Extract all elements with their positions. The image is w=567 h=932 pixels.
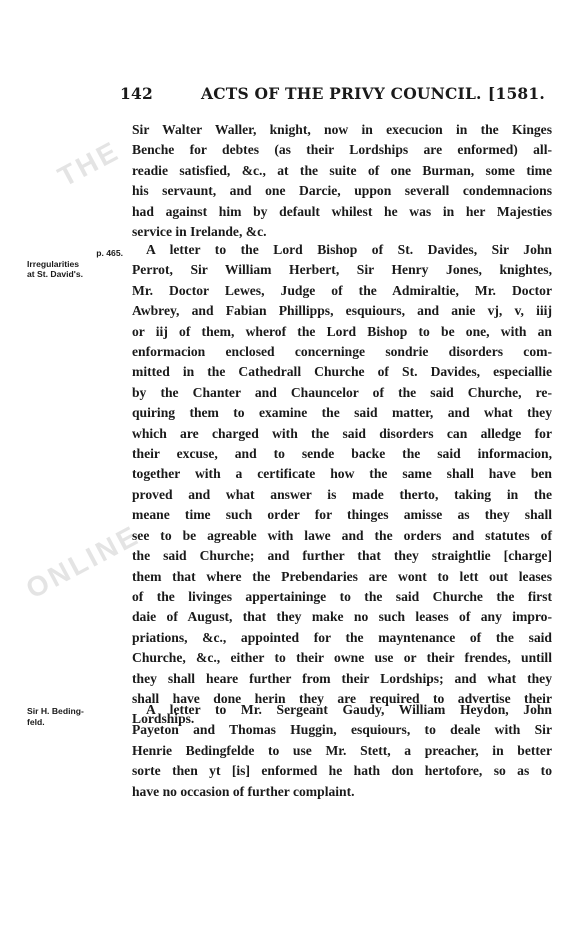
- text-line: their excuse, and to sende backe the said informacion,: [132, 446, 552, 462]
- text-line: Awbrey, and Fabian Phillipps, esquiours, and anie vj, v, iiij: [132, 303, 552, 319]
- text-line: they shall heare further from their Lordships; and what they: [132, 670, 552, 686]
- header-year: [1581.: [487, 84, 545, 103]
- text-line: his servaunt, and one Darcie, uppon severall condemnacions: [132, 183, 552, 199]
- text-line: by the Chanter and Chauncelor of the said Churche, re-: [132, 384, 552, 400]
- text-line: sorte then yt [is] enformed he hath don hertofore, so as to: [132, 763, 552, 779]
- watermark-stamp: ONLINE: [20, 519, 145, 605]
- text-line: Sir Walter Waller, knight, now in execucion in the Kinges: [132, 122, 552, 137]
- text-line: the said Churche; and further that they straightlie [charge]: [132, 548, 552, 564]
- text-line: A letter to Mr. Sergeant Gaudy, William Heydon, John: [146, 702, 552, 717]
- text-line: Benche for debtes (as their Lordships are enformed) all-: [132, 142, 552, 158]
- text-line: them that where the Prebendaries are wont to lett out leases: [132, 568, 552, 584]
- text-line: of the livinges appertaininge to the said Churche the first: [132, 588, 552, 604]
- text-line: Perrot, Sir William Herbert, Sir Henry Jones, knightes,: [132, 262, 552, 278]
- text-line: Henrie Bedingfelde to use Mr. Stett, a preacher, in better: [132, 742, 552, 758]
- margin-note-line: at St. David's.: [27, 269, 84, 279]
- text-line: shall have done herin they are required to advertise their: [132, 690, 552, 706]
- margin-note-line: feld.: [27, 716, 45, 727]
- text-line: readie satisfied, &c., at the suite of one Burman, some time: [132, 162, 552, 178]
- text-line: quiring them to examine the said matter, and what they: [132, 405, 552, 421]
- margin-note-line: Sir H. Beding-: [27, 706, 84, 716]
- text-line: priations, &c., appointed for the mayntenance of the said: [132, 629, 552, 645]
- text-line: Lordships.: [132, 711, 195, 727]
- text-line: Mr. Doctor Lewes, Judge of the Admiraltie, Mr. Doctor: [132, 282, 552, 298]
- running-title: ACTS OF THE PRIVY COUNCIL.: [201, 84, 482, 103]
- text-line: A letter to the Lord Bishop of St. Davides, Sir John: [146, 242, 552, 257]
- text-line: Payeton and Thomas Huggin, esquiours, to deale with Sir: [132, 722, 552, 738]
- page-number: 142: [120, 84, 153, 103]
- paragraph-3: [132, 700, 552, 802]
- text-line: or iij of them, wherof the Lord Bishop to be one, with an: [132, 323, 552, 339]
- text-line: together with a certificate how the same shall have ben: [132, 466, 552, 482]
- text-line: Churche, &c., either to their owne use or their frendes, untill: [132, 650, 552, 666]
- text-line: which are charged with the said disorders can alledge for: [132, 425, 552, 441]
- text-line: have no occasion of further complaint.: [132, 783, 355, 799]
- text-line: had against him by default whilest he was in her Majesties: [132, 203, 552, 219]
- text-line: service in Irelande, &c.: [132, 224, 267, 240]
- text-line: daie of August, that they make no such leases of any impro-: [132, 609, 552, 625]
- running-header: [120, 84, 545, 106]
- margin-note-line: Irregularities: [27, 258, 80, 269]
- page-reference: p. 465.: [96, 248, 123, 258]
- paragraph-1: [132, 120, 552, 242]
- text-line: proved and what answer is made therto, taking in the: [132, 486, 552, 502]
- text-line: enformacion enclosed concerninge sondrie disorders com-: [132, 344, 552, 360]
- watermark-stamp: THE: [52, 134, 125, 193]
- paragraph-2: [132, 240, 552, 730]
- text-line: see to be agreable with lawe and the orders and statutes of: [132, 527, 552, 543]
- margin-note-irregularities: [27, 248, 127, 280]
- margin-note-bedingfeld: [27, 706, 127, 727]
- text-line: meane time such order for thinges amisse as they shall: [132, 507, 552, 523]
- text-line: mitted in the Cathedrall Churche of St. Davides, especiallie: [132, 364, 552, 380]
